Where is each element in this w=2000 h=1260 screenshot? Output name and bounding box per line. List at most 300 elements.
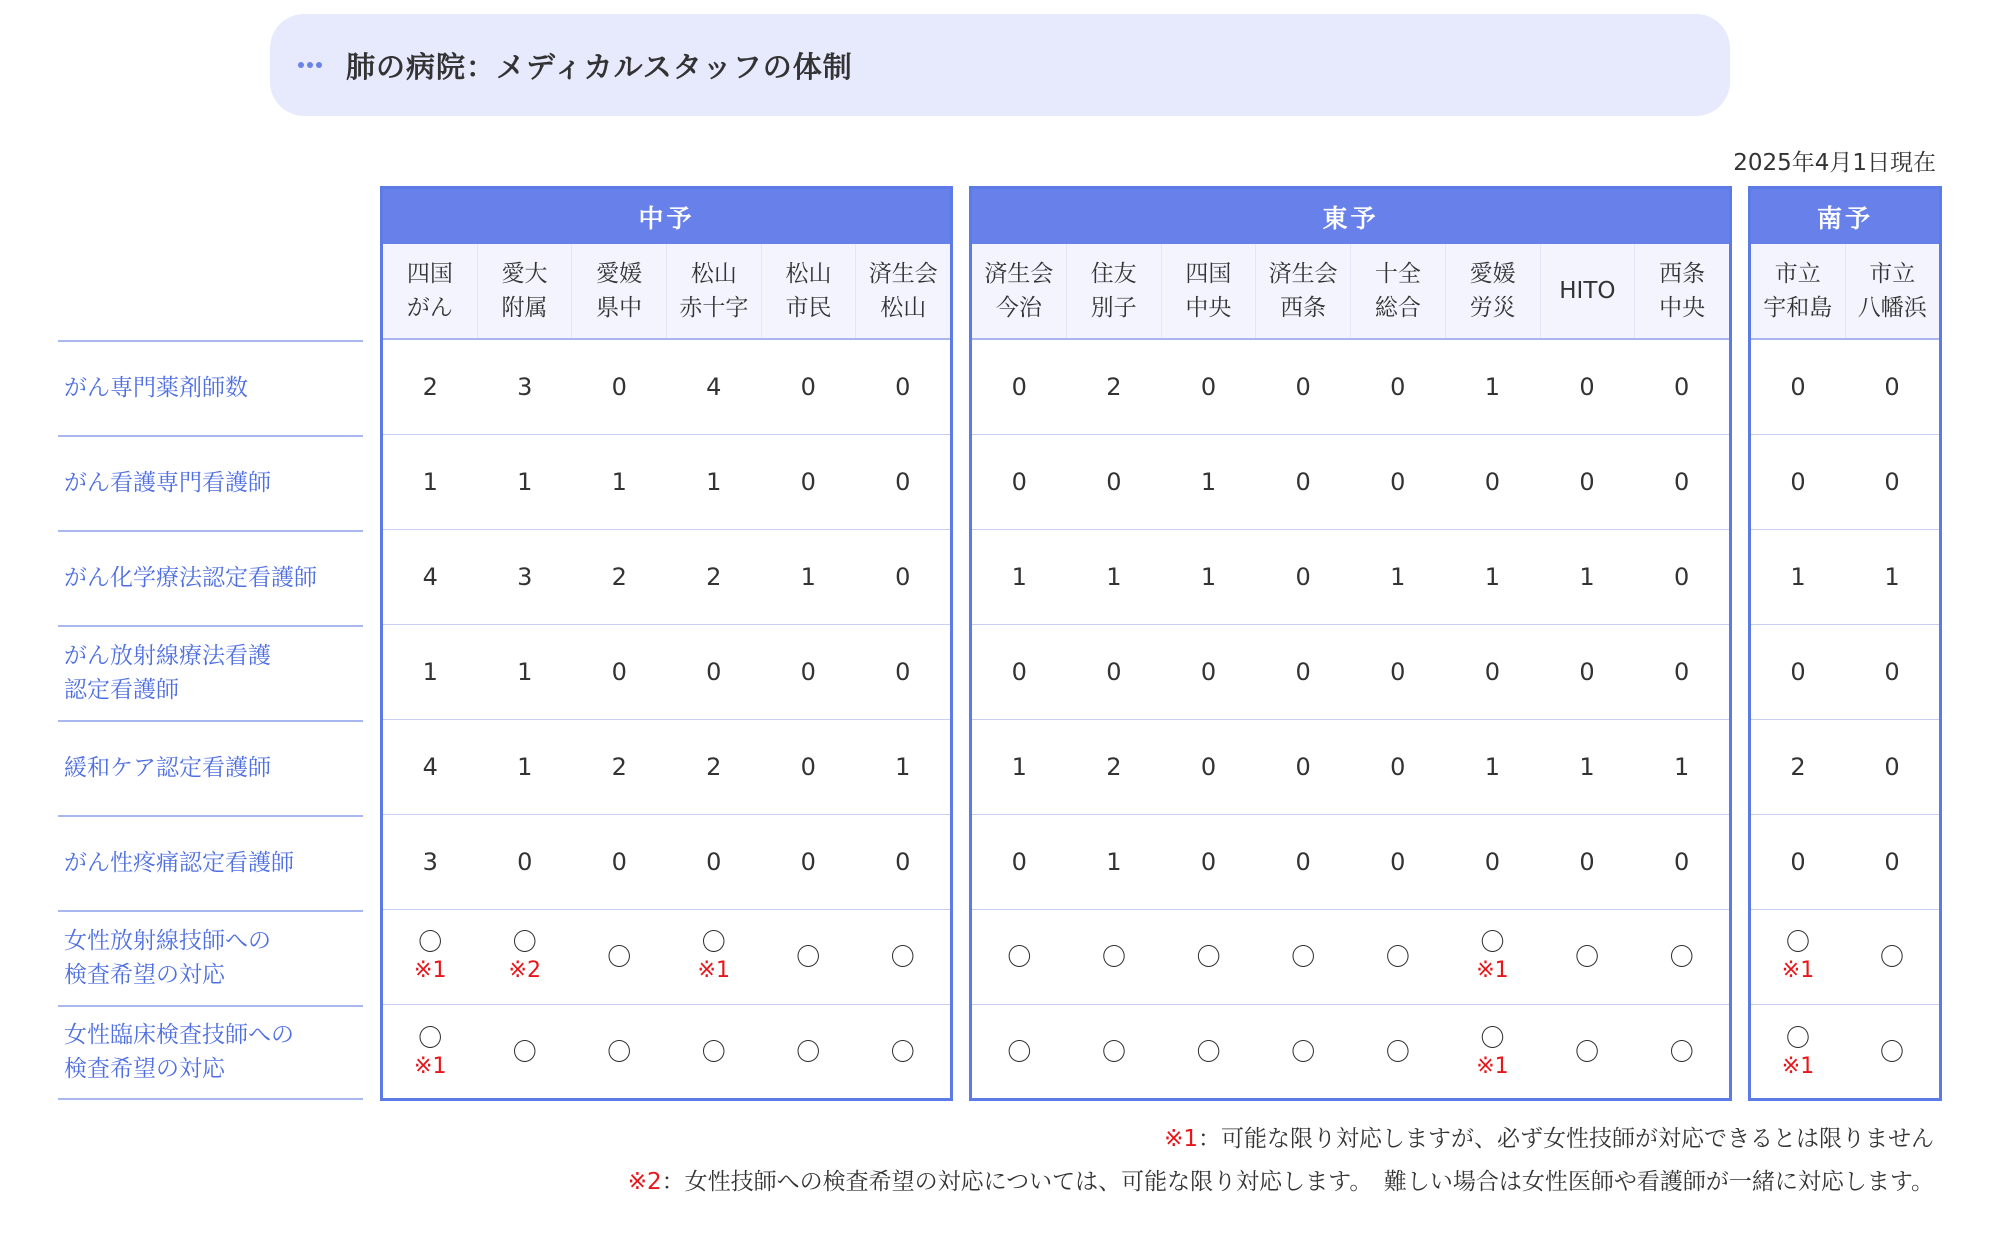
cell-value: 2: [706, 562, 722, 591]
footnote-ref: ※1: [697, 958, 730, 984]
table-cell: [667, 910, 762, 1004]
table-cell: [1256, 1005, 1351, 1100]
cell-value: 0: [1790, 372, 1806, 401]
cell-value: 〇: [796, 1038, 821, 1067]
table-cell: [478, 435, 573, 529]
hospital-header-row: [1751, 244, 1939, 340]
row-label: がん化学療法認定看護師: [58, 530, 363, 625]
cell-value: 〇: [701, 928, 726, 957]
footnote-ref: ※1: [1476, 1053, 1509, 1079]
cell-value: 0: [1579, 657, 1595, 686]
table-cell: [1067, 530, 1162, 624]
footnote-ref: ※1: [1476, 958, 1509, 984]
cell-value: 0: [1295, 752, 1311, 781]
table-cell: [761, 435, 856, 529]
hospital-name: 愛媛 県中: [572, 244, 667, 338]
table-cell: [1634, 720, 1729, 814]
group-header: 南予: [1751, 189, 1939, 244]
table-cell: [1845, 720, 1939, 814]
table-cell: [478, 720, 573, 814]
cell-value: 1: [706, 467, 722, 496]
cell-value: 1: [517, 467, 533, 496]
table-cell: [1751, 1005, 1845, 1100]
hospital-name: 市立 八幡浜: [1857, 260, 1927, 321]
table-cell: [383, 530, 478, 624]
row-label: 女性放射線技師への 検査希望の対応: [58, 910, 363, 1005]
cell-value: 0: [1390, 752, 1406, 781]
table-cell: [478, 340, 573, 434]
cell-value: 0: [1579, 847, 1595, 876]
table-cell: [1067, 815, 1162, 909]
cell-value: 〇: [1480, 928, 1505, 957]
cell-value: 0: [1200, 657, 1217, 686]
table-row: [1751, 720, 1939, 815]
cell-value: 0: [1011, 657, 1027, 686]
cell-value: 0: [1200, 752, 1217, 781]
hospital-name: 愛媛 労災: [1446, 244, 1541, 338]
page-title-bar: [270, 14, 1730, 116]
table-row: [1751, 1005, 1939, 1100]
table-cell: [383, 340, 478, 434]
cell-value: 0: [1390, 467, 1406, 496]
table-cell: [1067, 1005, 1162, 1100]
cell-value: 0: [1295, 657, 1311, 686]
group-header: 中予: [383, 189, 950, 244]
cell-value: 0: [1011, 467, 1027, 496]
table-cell: [1067, 720, 1162, 814]
table-cell: [1540, 530, 1635, 624]
table-cell: [972, 625, 1067, 719]
table-cell: [383, 910, 478, 1004]
table-cell: [1256, 720, 1351, 814]
table-cell: [478, 625, 573, 719]
table-cell: [1351, 625, 1446, 719]
cell-value: 1: [1011, 562, 1027, 591]
cell-value: 〇: [1786, 928, 1810, 957]
table-cell: [1256, 340, 1351, 434]
cell-value: 0: [1884, 847, 1900, 876]
cell-value: 〇: [1291, 942, 1316, 971]
table-cell: [856, 720, 951, 814]
cell-value: 1: [422, 657, 438, 686]
table-cell: [972, 435, 1067, 529]
cell-value: 0: [1484, 657, 1501, 686]
cell-value: 3: [422, 847, 438, 876]
table-row: [972, 815, 1729, 910]
table-cell: [1634, 530, 1729, 624]
table-cell: [667, 530, 762, 624]
table-cell: [1634, 1005, 1729, 1100]
cell-value: 0: [895, 657, 911, 686]
row-label: がん性疼痛認定看護師: [58, 815, 363, 910]
table-cell: [1161, 530, 1256, 624]
table-cell: [856, 910, 951, 1004]
page-title: 肺の病院：メディカルスタッフの体制: [346, 49, 853, 84]
table-cell: [972, 720, 1067, 814]
hospital-name: 松山 赤十字: [667, 244, 762, 338]
footnote-2: ※2：女性技師への検査希望の対応については、可能な限り対応します。 難しい場合は女性医師や看護師が一緒に対応します。: [627, 1168, 1934, 1195]
table-cell: [761, 625, 856, 719]
cell-value: 1: [422, 467, 438, 496]
table-cell: [1067, 910, 1162, 1004]
table-cell: [383, 1005, 478, 1100]
table-cell: [1351, 910, 1446, 1004]
hospital-name: 松山 市民: [762, 244, 857, 338]
cell-value: 0: [1295, 562, 1311, 591]
table-cell: [383, 625, 478, 719]
table-cell: [667, 625, 762, 719]
cell-value: 1: [1200, 467, 1217, 496]
cell-value: 0: [1295, 467, 1311, 496]
table-cell: [1445, 815, 1540, 909]
cell-value: 1: [1106, 847, 1122, 876]
cell-value: 1: [1484, 752, 1501, 781]
table-cell: [1161, 720, 1256, 814]
cell-value: 0: [611, 847, 627, 876]
table-cell: [1161, 435, 1256, 529]
hospital-name: 済生会 今治: [972, 244, 1067, 338]
table-cell: [1161, 340, 1256, 434]
cell-value: 0: [1790, 657, 1806, 686]
table-cell: [1161, 910, 1256, 1004]
table-row: [972, 910, 1729, 1005]
table-cell: [761, 720, 856, 814]
cell-value: 0: [1884, 372, 1900, 401]
cell-value: 1: [1011, 752, 1027, 781]
table-cell: [1256, 815, 1351, 909]
table-row: [383, 625, 950, 720]
cell-value: 0: [1674, 657, 1690, 686]
table-row: [1751, 815, 1939, 910]
table-cell: [1445, 1005, 1540, 1100]
cell-value: 0: [611, 372, 627, 401]
table-cell: [572, 530, 667, 624]
cell-value: 0: [1579, 467, 1595, 496]
table-cell: [972, 530, 1067, 624]
cell-value: 〇: [1669, 942, 1694, 971]
hospital-name: 西条 中央: [1659, 260, 1706, 321]
cell-value: 1: [800, 562, 816, 591]
cell-value: 0: [895, 372, 911, 401]
cell-value: 1: [1579, 562, 1595, 591]
cell-value: 〇: [1007, 1038, 1032, 1067]
cell-value: 〇: [418, 1023, 443, 1052]
as-of-date: 2025年4月1日現在: [1733, 150, 1936, 176]
table-cell: [1445, 340, 1540, 434]
table-cell: [572, 910, 667, 1004]
cell-value: 0: [1674, 467, 1690, 496]
cell-value: 0: [1295, 847, 1311, 876]
table-cell: [478, 530, 573, 624]
table-cell: [1845, 435, 1939, 529]
cell-value: 0: [517, 847, 533, 876]
table-cell: [1067, 435, 1162, 529]
group-header: 東予: [972, 189, 1729, 244]
table-cell: [1540, 720, 1635, 814]
table-row: [1751, 340, 1939, 435]
hospital-header-row: [972, 244, 1729, 340]
group-toyo: [969, 186, 1732, 1101]
cell-value: 0: [1106, 467, 1122, 496]
table-cell: [856, 1005, 951, 1100]
table-cell: [1161, 625, 1256, 719]
table-cell: [1634, 435, 1729, 529]
cell-value: 4: [706, 372, 722, 401]
table-cell: [667, 815, 762, 909]
cell-value: 0: [1484, 467, 1501, 496]
table-cell: [478, 815, 573, 909]
cell-value: 0: [1011, 372, 1027, 401]
cell-value: 〇: [1196, 942, 1221, 971]
table-cell: [1540, 435, 1635, 529]
cell-value: 0: [800, 467, 816, 496]
table-cell: [972, 815, 1067, 909]
cell-value: 〇: [1880, 1038, 1904, 1067]
cell-value: 0: [706, 657, 722, 686]
table-cell: [572, 625, 667, 719]
table-cell: [1351, 815, 1446, 909]
cell-value: 2: [1106, 372, 1122, 401]
table-row: [383, 340, 950, 435]
table-cell: [1540, 1005, 1635, 1100]
table-cell: [1751, 340, 1845, 434]
table-cell: [1845, 910, 1939, 1004]
cell-value: 2: [422, 372, 438, 401]
table-cell: [1161, 1005, 1256, 1100]
cell-value: 0: [1790, 467, 1806, 496]
table-cell: [572, 340, 667, 434]
table-cell: [1751, 435, 1845, 529]
table-cell: [972, 340, 1067, 434]
table-cell: [1751, 720, 1845, 814]
table-cell: [1067, 340, 1162, 434]
table-cell: [1845, 530, 1939, 624]
row-label-column: [58, 340, 363, 1100]
cell-value: 1: [1484, 562, 1501, 591]
table-cell: [856, 625, 951, 719]
table-cell: [972, 1005, 1067, 1100]
cell-value: 2: [611, 562, 627, 591]
cell-value: 0: [895, 562, 911, 591]
cell-value: 0: [1390, 847, 1406, 876]
table-cell: [1445, 625, 1540, 719]
hospital-name: 十全 総合: [1351, 244, 1446, 338]
table-cell: [1161, 815, 1256, 909]
table-cell: [667, 340, 762, 434]
cell-value: 〇: [418, 928, 443, 957]
cell-value: 4: [422, 752, 438, 781]
cell-value: 〇: [1007, 942, 1032, 971]
table-row: [383, 910, 950, 1005]
cell-value: 0: [1484, 847, 1501, 876]
table-cell: [1351, 720, 1446, 814]
footnote-ref: ※1: [1781, 958, 1815, 984]
hospital-header-row: [383, 244, 950, 340]
table-row: [383, 435, 950, 530]
table-cell: [1351, 1005, 1446, 1100]
cell-value: 0: [800, 372, 816, 401]
group-chuyo: [380, 186, 953, 1101]
cell-value: 0: [1390, 372, 1406, 401]
table-row: [972, 435, 1729, 530]
footnote-ref: ※1: [1781, 1053, 1815, 1079]
cell-value: 1: [517, 752, 533, 781]
cell-value: 0: [1674, 847, 1690, 876]
table-cell: [1351, 530, 1446, 624]
cell-value: 〇: [1101, 942, 1126, 971]
table-cell: [1751, 910, 1845, 1004]
table-cell: [1845, 340, 1939, 434]
hospital-name: HITO: [1541, 244, 1636, 338]
row-label: がん看護専門看護師: [58, 435, 363, 530]
table-cell: [1540, 910, 1635, 1004]
table-cell: [667, 720, 762, 814]
cell-value: 2: [1106, 752, 1122, 781]
table-cell: [1634, 340, 1729, 434]
cell-value: 〇: [1669, 1038, 1694, 1067]
cell-value: 0: [1884, 657, 1900, 686]
table-cell: [1351, 435, 1446, 529]
table-cell: [1256, 530, 1351, 624]
table-cell: [572, 435, 667, 529]
cell-value: 1: [895, 752, 911, 781]
table-cell: [1751, 815, 1845, 909]
table-cell: [383, 720, 478, 814]
table-row: [972, 1005, 1729, 1100]
cell-value: 1: [1674, 752, 1690, 781]
table-row: [972, 340, 1729, 435]
cell-value: 0: [1579, 372, 1595, 401]
cell-value: 1: [1200, 562, 1217, 591]
table-cell: [1445, 910, 1540, 1004]
table-cell: [1845, 1005, 1939, 1100]
cell-value: 0: [1390, 657, 1406, 686]
cell-value: 0: [1295, 372, 1311, 401]
cell-value: 0: [1200, 847, 1217, 876]
cell-value: 1: [1390, 562, 1406, 591]
cell-value: 2: [1790, 752, 1806, 781]
table-cell: [572, 1005, 667, 1100]
cell-value: 〇: [1385, 942, 1410, 971]
table-cell: [1445, 720, 1540, 814]
table-cell: [1845, 625, 1939, 719]
table-cell: [1445, 435, 1540, 529]
cell-value: 0: [895, 847, 911, 876]
cell-value: 4: [422, 562, 438, 591]
table-row: [1751, 910, 1939, 1005]
table-row: [972, 530, 1729, 625]
cell-value: 0: [1884, 467, 1900, 496]
cell-value: 0: [800, 657, 816, 686]
table-cell: [1540, 625, 1635, 719]
table-cell: [1845, 815, 1939, 909]
table-cell: [1540, 815, 1635, 909]
table-row: [383, 720, 950, 815]
cell-value: 〇: [1385, 1038, 1410, 1067]
cell-value: 1: [1484, 372, 1501, 401]
table-cell: [478, 1005, 573, 1100]
cell-value: 〇: [1480, 1023, 1505, 1052]
cell-value: 〇: [1101, 1038, 1126, 1067]
table-cell: [1634, 910, 1729, 1004]
table-cell: [1256, 435, 1351, 529]
cell-value: 〇: [512, 928, 537, 957]
table-cell: [1256, 910, 1351, 1004]
cell-value: 1: [517, 657, 533, 686]
row-label: 緩和ケア認定看護師: [58, 720, 363, 815]
cell-value: 0: [895, 467, 911, 496]
table-row: [1751, 435, 1939, 530]
table-cell: [383, 435, 478, 529]
hospital-name: 済生会 松山: [868, 260, 938, 321]
cell-value: 2: [706, 752, 722, 781]
cell-value: 〇: [1575, 1038, 1600, 1067]
cell-value: 〇: [1786, 1023, 1810, 1052]
table-cell: [761, 815, 856, 909]
more-dots-icon: [298, 62, 322, 68]
hospital-name: 市立 宇和島: [1751, 244, 1846, 338]
cell-value: 〇: [607, 942, 632, 971]
cell-value: 0: [1200, 372, 1217, 401]
cell-value: 0: [800, 847, 816, 876]
table-cell: [1445, 530, 1540, 624]
cell-value: 0: [706, 847, 722, 876]
table-cell: [667, 1005, 762, 1100]
cell-value: 1: [1884, 562, 1900, 591]
table-cell: [856, 530, 951, 624]
table-cell: [856, 435, 951, 529]
cell-value: 3: [517, 562, 533, 591]
table-cell: [572, 815, 667, 909]
table-cell: [383, 815, 478, 909]
table-cell: [761, 910, 856, 1004]
group-nanyo: [1748, 186, 1942, 1101]
footnote-ref: ※1: [414, 1053, 447, 1079]
table-row: [383, 1005, 950, 1100]
cell-value: 0: [1884, 752, 1900, 781]
table-row: [383, 530, 950, 625]
row-label: がん専門薬剤師数: [58, 340, 363, 435]
cell-value: 〇: [1196, 1038, 1221, 1067]
hospital-name: 住友 別子: [1067, 244, 1162, 338]
table-row: [1751, 530, 1939, 625]
table-cell: [972, 910, 1067, 1004]
footnote-ref: ※1: [414, 958, 447, 984]
table-cell: [1540, 340, 1635, 434]
cell-value: 0: [800, 752, 816, 781]
cell-value: 〇: [512, 1038, 537, 1067]
table-cell: [1351, 340, 1446, 434]
footnotes: [628, 1118, 1934, 1203]
table-row: [972, 720, 1729, 815]
cell-value: 〇: [1880, 942, 1904, 971]
hospital-name: 四国 中央: [1162, 244, 1257, 338]
table-cell: [1256, 625, 1351, 719]
cell-value: 0: [1674, 372, 1690, 401]
table-cell: [761, 1005, 856, 1100]
footnote-ref: ※2: [508, 958, 541, 984]
cell-value: 1: [611, 467, 627, 496]
hospital-name: 愛大 附属: [478, 244, 573, 338]
row-label: 女性臨床検査技師への 検査希望の対応: [58, 1005, 363, 1100]
cell-value: 1: [1579, 752, 1595, 781]
table-cell: [478, 910, 573, 1004]
cell-value: 1: [1790, 562, 1806, 591]
table-cell: [1634, 815, 1729, 909]
table-row: [383, 815, 950, 910]
table-row: [972, 625, 1729, 720]
cell-value: 〇: [890, 1038, 915, 1067]
